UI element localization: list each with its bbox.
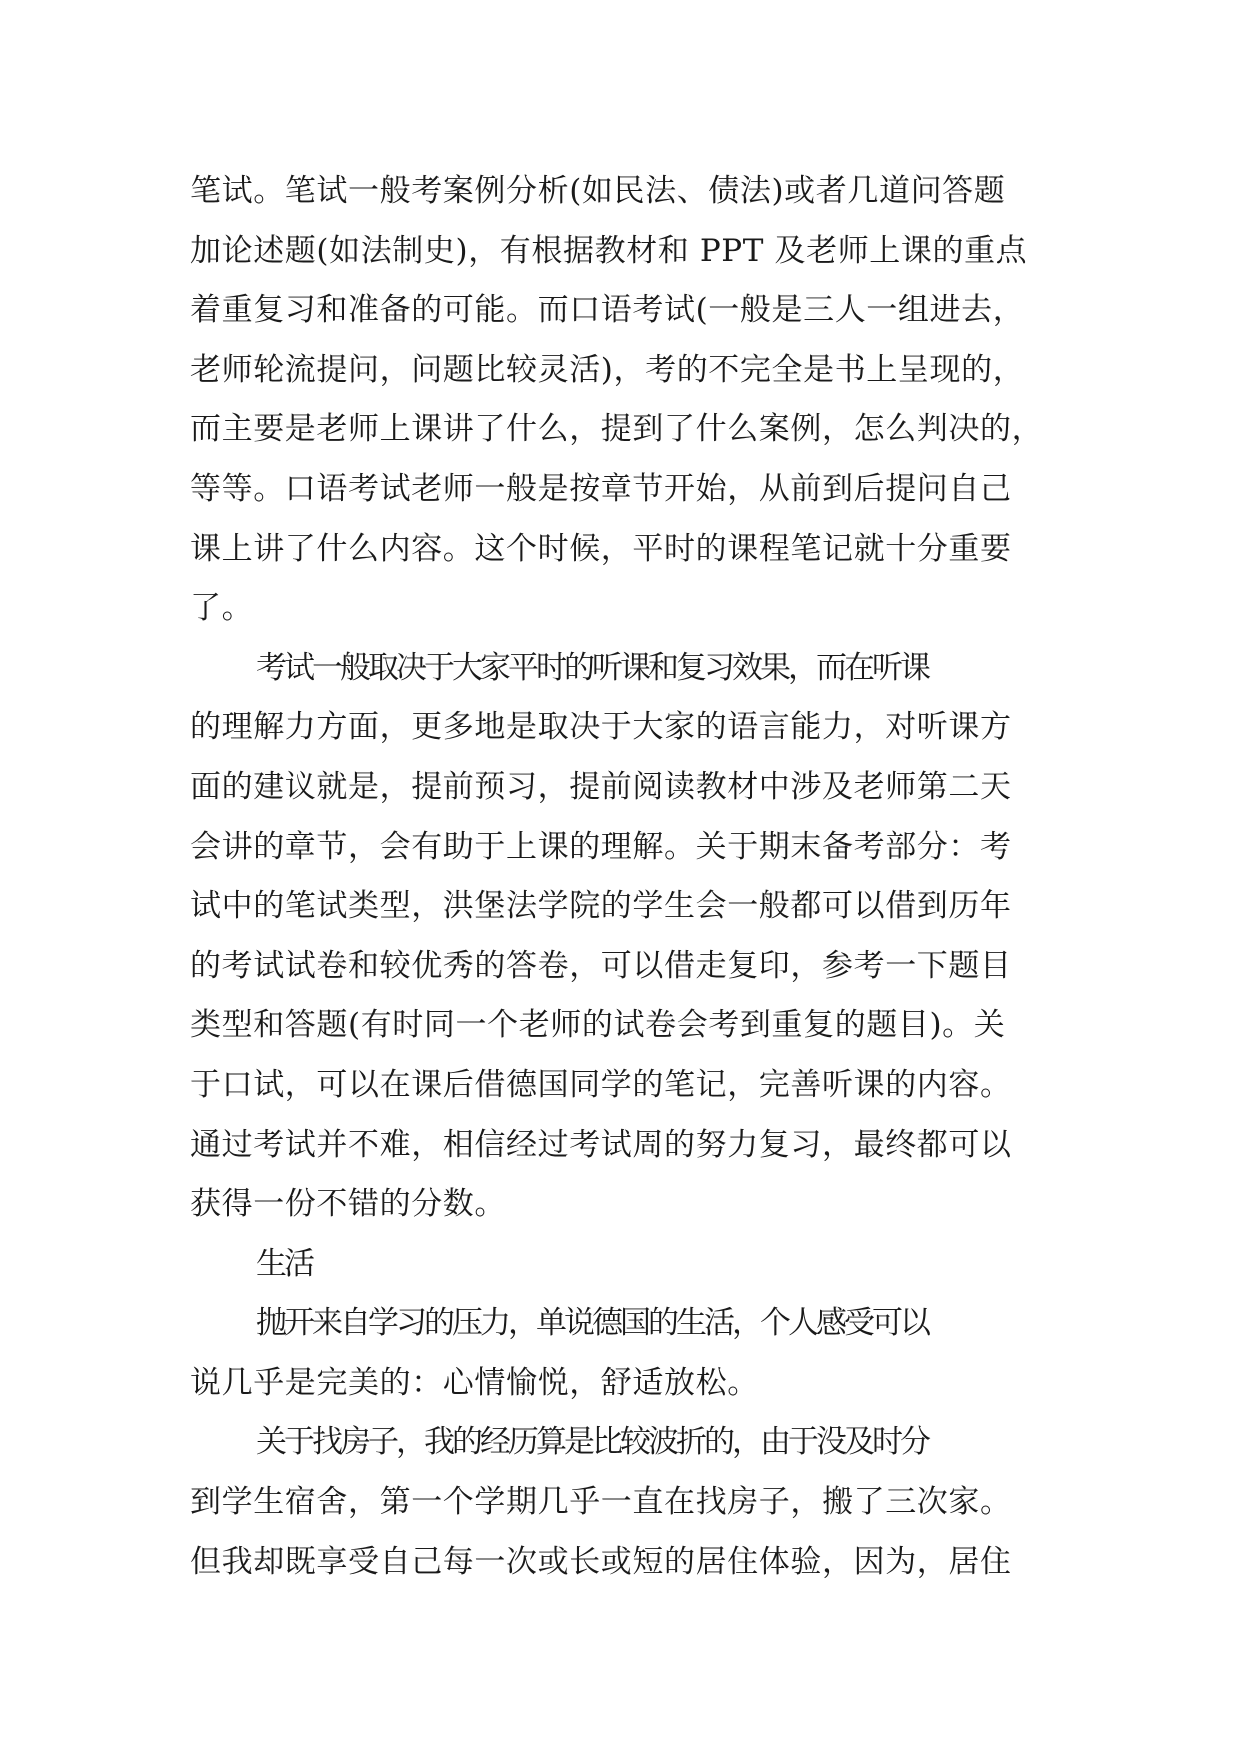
text-line: 试中的笔试类型，洪堡法学院的学生会一般都可以借到历年 [190, 888, 1012, 925]
text-line: 但我却既享受自己每一次或长或短的居住体验，因为，居住 [190, 1543, 1012, 1580]
text-line: 笔试。笔试一般考案例分析(如民法、债法)或者几道问答题 [190, 173, 1006, 209]
text-line: 到学生宿舍，第一个学期几乎一直在找房子，搬了三次家。 [190, 1484, 1012, 1521]
paragraph-first-line: 生活 [256, 1245, 312, 1282]
paragraph-first-line: 抛开来自学习的压力，单说德国的生活，个人感受可以 [256, 1305, 928, 1342]
text-line: 面的建议就是，提前预习，提前阅读教材中涉及老师第二天 [190, 768, 1012, 805]
text-line: 而主要是老师上课讲了什么，提到了什么案例，怎么判决的， [190, 411, 1044, 448]
text-line: 说几乎是完美的：心情愉悦，舒适放松。 [190, 1364, 759, 1401]
text-line: 了。 [190, 590, 254, 627]
text-line: 加论述题(如法制史)，有根据教材和 PPT 及老师上课的重点 [190, 232, 1028, 269]
text-line: 课上讲了什么内容。这个时候，平时的课程笔记就十分重要 [190, 530, 1012, 567]
paragraph-first-line: 考试一般取决于大家平时的听课和复习效果，而在听课 [256, 649, 928, 686]
paragraph-first-line: 关于找房子，我的经历算是比较波折的，由于没及时分 [256, 1424, 928, 1461]
text-line: 等等。口语考试老师一般是按章节开始，从前到后提问自己 [190, 470, 1012, 507]
body-text [190, 162, 1070, 1592]
text-line: 类型和答题(有时同一个老师的试卷会考到重复的题目)。关 [190, 1007, 1006, 1044]
text-line: 着重复习和准备的可能。而口语考试(一般是三人一组进去， [190, 292, 1025, 329]
text-line: 通过考试并不难，相信经过考试周的努力复习，最终都可以 [190, 1126, 1012, 1163]
text-line: 的理解力方面，更多地是取决于大家的语言能力，对听课方 [190, 709, 1012, 746]
text-line: 于口试，可以在课后借德国同学的笔记，完善听课的内容。 [190, 1066, 1012, 1103]
text-line: 获得一份不错的分数。 [190, 1186, 506, 1223]
text-line: 的考试试卷和较优秀的答卷，可以借走复印，参考一下题目 [190, 947, 1012, 984]
text-line: 会讲的章节，会有助于上课的理解。关于期末备考部分：考 [190, 828, 1012, 865]
text-line: 老师轮流提问，问题比较灵活)，考的不完全是书上呈现的， [190, 351, 1025, 388]
